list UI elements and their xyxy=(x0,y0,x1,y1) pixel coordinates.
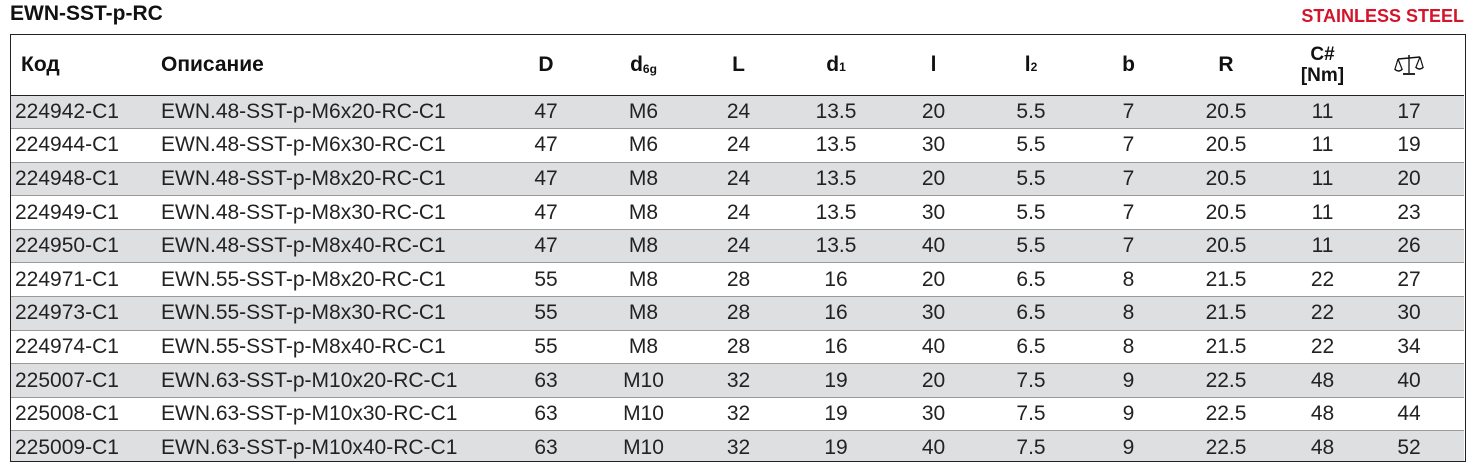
cell-L: 28 xyxy=(706,263,771,297)
cell-l2: 5.5 xyxy=(966,129,1096,163)
cell-L: 24 xyxy=(706,129,771,163)
cell-description: EWN.55-SST-p-M8x30-RC-C1 xyxy=(161,297,511,331)
cell-R: 20.5 xyxy=(1161,129,1291,163)
cell-d6g: M8 xyxy=(581,229,706,263)
cell-d6g: M8 xyxy=(581,263,706,297)
cell-D: 63 xyxy=(511,364,581,398)
column-header-d1-main: d xyxy=(826,52,840,76)
cell-d1: 19 xyxy=(771,431,901,462)
cell-description: EWN.48-SST-p-M8x20-RC-C1 xyxy=(161,162,511,196)
cell-R: 21.5 xyxy=(1161,263,1291,297)
cell-l2: 6.5 xyxy=(966,330,1096,364)
cell-D: 55 xyxy=(511,330,581,364)
cell-R: 22.5 xyxy=(1161,397,1291,431)
cell-weight: 40 xyxy=(1354,364,1464,398)
cell-description: EWN.63-SST-p-M10x40-RC-C1 xyxy=(161,431,511,462)
cell-l2: 7.5 xyxy=(966,431,1096,462)
cell-l2: 5.5 xyxy=(966,95,1096,129)
table-row xyxy=(11,431,1464,462)
scale-icon xyxy=(1394,54,1424,76)
cell-d6g: M10 xyxy=(581,431,706,462)
cell-d1: 16 xyxy=(771,330,901,364)
cell-torque: 22 xyxy=(1291,263,1354,297)
cell-D: 47 xyxy=(511,95,581,129)
cell-l2: 5.5 xyxy=(966,162,1096,196)
cell-R: 20.5 xyxy=(1161,162,1291,196)
cell-l: 40 xyxy=(901,330,966,364)
cell-code: 224974-C1 xyxy=(11,330,161,364)
cell-weight: 30 xyxy=(1354,297,1464,331)
cell-code: 224949-C1 xyxy=(11,196,161,230)
cell-description: EWN.48-SST-p-M6x30-RC-C1 xyxy=(161,129,511,163)
cell-L: 32 xyxy=(706,431,771,462)
cell-R: 20.5 xyxy=(1161,196,1291,230)
cell-description: EWN.48-SST-p-M8x30-RC-C1 xyxy=(161,196,511,230)
cell-d1: 13.5 xyxy=(771,229,901,263)
cell-b: 7 xyxy=(1096,229,1161,263)
cell-l2: 6.5 xyxy=(966,297,1096,331)
table-row xyxy=(11,364,1464,398)
cell-l2: 6.5 xyxy=(966,263,1096,297)
column-header-d1-sub: 1 xyxy=(839,59,846,74)
cell-D: 47 xyxy=(511,229,581,263)
cell-d1: 16 xyxy=(771,297,901,331)
cell-l2: 5.5 xyxy=(966,229,1096,263)
column-header-torque-unit: [Nm] xyxy=(1300,64,1345,86)
cell-R: 21.5 xyxy=(1161,297,1291,331)
column-header-d6g xyxy=(581,35,706,95)
cell-torque: 11 xyxy=(1291,95,1354,129)
cell-weight: 27 xyxy=(1354,263,1464,297)
cell-l2: 5.5 xyxy=(966,196,1096,230)
cell-R: 22.5 xyxy=(1161,364,1291,398)
product-title: EWN-SST-p-RC xyxy=(10,2,163,25)
cell-b: 7 xyxy=(1096,95,1161,129)
header-bar xyxy=(0,0,1480,30)
column-header-R: R xyxy=(1161,35,1291,95)
cell-torque: 48 xyxy=(1291,431,1354,462)
cell-description: EWN.48-SST-p-M8x40-RC-C1 xyxy=(161,229,511,263)
cell-code: 225009-C1 xyxy=(11,431,161,462)
specification-table xyxy=(11,35,1464,462)
cell-l: 30 xyxy=(901,397,966,431)
cell-R: 20.5 xyxy=(1161,229,1291,263)
column-header-l2 xyxy=(966,35,1096,95)
cell-l: 40 xyxy=(901,229,966,263)
cell-d6g: M10 xyxy=(581,364,706,398)
cell-torque: 48 xyxy=(1291,397,1354,431)
cell-d6g: M6 xyxy=(581,95,706,129)
column-header-l2-main: l xyxy=(1024,52,1031,76)
cell-weight: 52 xyxy=(1354,431,1464,462)
cell-l: 20 xyxy=(901,95,966,129)
cell-d1: 13.5 xyxy=(771,196,901,230)
cell-L: 32 xyxy=(706,397,771,431)
cell-d1: 13.5 xyxy=(771,95,901,129)
cell-weight: 19 xyxy=(1354,129,1464,163)
cell-L: 28 xyxy=(706,330,771,364)
table-row xyxy=(11,263,1464,297)
cell-l2: 7.5 xyxy=(966,397,1096,431)
cell-R: 22.5 xyxy=(1161,431,1291,462)
material-label: STAINLESS STEEL xyxy=(1301,6,1464,26)
cell-torque: 11 xyxy=(1291,196,1354,230)
cell-description: EWN.63-SST-p-M10x30-RC-C1 xyxy=(161,397,511,431)
cell-R: 21.5 xyxy=(1161,330,1291,364)
cell-l2: 7.5 xyxy=(966,364,1096,398)
cell-description: EWN.63-SST-p-M10x20-RC-C1 xyxy=(161,364,511,398)
cell-l: 30 xyxy=(901,297,966,331)
cell-L: 24 xyxy=(706,196,771,230)
table-row xyxy=(11,330,1464,364)
column-header-d1 xyxy=(771,35,901,95)
cell-d1: 19 xyxy=(771,397,901,431)
cell-D: 47 xyxy=(511,162,581,196)
column-header-l: l xyxy=(901,35,966,95)
cell-torque: 11 xyxy=(1291,162,1354,196)
cell-L: 24 xyxy=(706,162,771,196)
cell-l: 40 xyxy=(901,431,966,462)
table-header-row xyxy=(11,35,1464,95)
cell-code: 225008-C1 xyxy=(11,397,161,431)
column-header-d6g-sub: 6g xyxy=(642,61,657,76)
cell-b: 9 xyxy=(1096,397,1161,431)
table-row xyxy=(11,196,1464,230)
column-header-d6g-main: d xyxy=(630,52,643,76)
cell-b: 8 xyxy=(1096,330,1161,364)
table-row xyxy=(11,162,1464,196)
cell-code: 225007-C1 xyxy=(11,364,161,398)
cell-L: 28 xyxy=(706,297,771,331)
cell-torque: 22 xyxy=(1291,330,1354,364)
cell-D: 47 xyxy=(511,129,581,163)
column-header-torque-top: C# xyxy=(1310,43,1335,65)
cell-L: 32 xyxy=(706,364,771,398)
cell-D: 47 xyxy=(511,196,581,230)
specification-table-frame xyxy=(10,34,1466,462)
cell-torque: 48 xyxy=(1291,364,1354,398)
cell-description: EWN.48-SST-p-M6x20-RC-C1 xyxy=(161,95,511,129)
cell-D: 63 xyxy=(511,431,581,462)
cell-D: 55 xyxy=(511,297,581,331)
cell-d1: 13.5 xyxy=(771,129,901,163)
cell-b: 7 xyxy=(1096,129,1161,163)
cell-b: 9 xyxy=(1096,431,1161,462)
cell-b: 7 xyxy=(1096,196,1161,230)
cell-weight: 34 xyxy=(1354,330,1464,364)
cell-D: 55 xyxy=(511,263,581,297)
column-header-code: Код xyxy=(11,35,161,95)
column-header-l2-sub: 2 xyxy=(1030,59,1038,74)
cell-code: 224950-C1 xyxy=(11,229,161,263)
cell-weight: 17 xyxy=(1354,95,1464,129)
cell-torque: 22 xyxy=(1291,297,1354,331)
cell-d6g: M8 xyxy=(581,162,706,196)
cell-l: 30 xyxy=(901,129,966,163)
cell-code: 224973-C1 xyxy=(11,297,161,331)
cell-L: 24 xyxy=(706,229,771,263)
cell-d1: 13.5 xyxy=(771,162,901,196)
cell-torque: 11 xyxy=(1291,129,1354,163)
cell-code: 224971-C1 xyxy=(11,263,161,297)
cell-code: 224942-C1 xyxy=(11,95,161,129)
column-header-description: Описание xyxy=(161,35,511,95)
column-header-L: L xyxy=(706,35,771,95)
cell-weight: 23 xyxy=(1354,196,1464,230)
column-header-torque xyxy=(1291,35,1354,95)
cell-d6g: M6 xyxy=(581,129,706,163)
cell-weight: 20 xyxy=(1354,162,1464,196)
cell-d1: 19 xyxy=(771,364,901,398)
cell-d1: 16 xyxy=(771,263,901,297)
cell-weight: 26 xyxy=(1354,229,1464,263)
cell-l: 20 xyxy=(901,364,966,398)
cell-code: 224948-C1 xyxy=(11,162,161,196)
cell-b: 8 xyxy=(1096,297,1161,331)
column-header-weight xyxy=(1354,35,1464,95)
cell-d6g: M8 xyxy=(581,330,706,364)
cell-l: 20 xyxy=(901,263,966,297)
table-row xyxy=(11,129,1464,163)
cell-b: 9 xyxy=(1096,364,1161,398)
cell-d6g: M8 xyxy=(581,196,706,230)
table-row xyxy=(11,95,1464,129)
column-header-b: b xyxy=(1096,35,1161,95)
cell-R: 20.5 xyxy=(1161,95,1291,129)
cell-torque: 11 xyxy=(1291,229,1354,263)
cell-D: 63 xyxy=(511,397,581,431)
cell-l: 20 xyxy=(901,162,966,196)
cell-b: 7 xyxy=(1096,162,1161,196)
cell-d6g: M8 xyxy=(581,297,706,331)
column-header-D: D xyxy=(511,35,581,95)
cell-l: 30 xyxy=(901,196,966,230)
cell-code: 224944-C1 xyxy=(11,129,161,163)
cell-L: 24 xyxy=(706,95,771,129)
table-row xyxy=(11,397,1464,431)
cell-description: EWN.55-SST-p-M8x20-RC-C1 xyxy=(161,263,511,297)
table-body xyxy=(11,95,1464,462)
cell-description: EWN.55-SST-p-M8x40-RC-C1 xyxy=(161,330,511,364)
cell-weight: 44 xyxy=(1354,397,1464,431)
cell-d6g: M10 xyxy=(581,397,706,431)
table-row xyxy=(11,229,1464,263)
cell-b: 8 xyxy=(1096,263,1161,297)
table-row xyxy=(11,297,1464,331)
